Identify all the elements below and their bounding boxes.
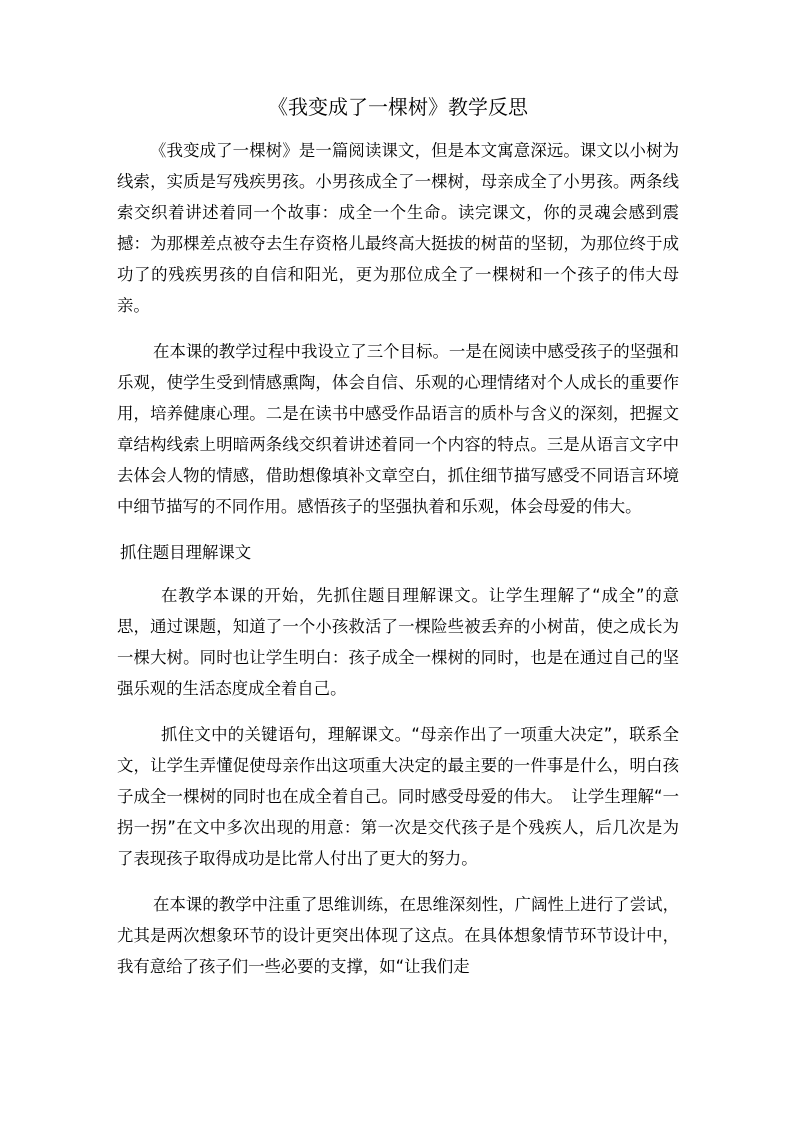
paragraph-title-understanding: 在教学本课的开始，先抓住题目理解课文。让学生理解了“成全”的意思，通过课题，知道了一个小孩救活了一棵险些被丢弃的小树苗，使之成长为一棵大树。同时也让学生明白：孩子成全一棵树的同时，也是在通过自己的坚强乐观的生活态度成全着自己。 xyxy=(117,586,679,698)
section-heading: 抓住题目理解课文 xyxy=(120,543,252,562)
paragraph-goals: 在本课的教学过程中我设立了三个目标。一是在阅读中感受孩子的坚强和乐观，使学生受到情感熏陶，体会自信、乐观的心理情绪对个人成长的重要作用，培养健康心理。二是在读书中感受作品语言的质朴与含义的深刻，把握文章结构线索上明暗两条线交织着讲述着同一个内容的特点。三是从语言文字中去体会人物的情感，借助想像填补文章空白，抓住细节描写感受不同语言环境中细节描写的不同作用。感悟孩子的坚强执着和乐观，体会母爱的伟大。 xyxy=(117,342,679,516)
paragraph-key-sentences: 抓住文中的关键语句，理解课文。“母亲作出了一项重大决定”，联系全文，让学生弄懂促使母亲作出这项重大决定的最主要的一件事是什么，明白孩子成全一棵树的同时也在成全着自己。同时感受母爱的伟大。 让学生理解“一拐一拐”在文中多次出现的用意：第一次是交代孩子是个残疾人，后几次是为了表现孩子取得成功是比常人付出了更大的努力。 xyxy=(117,725,679,868)
document-page xyxy=(117,95,679,997)
paragraph-thinking-training: 在本课的教学中注重了思维训练，在思维深刻性，广阔性上进行了尝试，尤其是两次想象环节的设计更突出体现了这点。在具体想象情节环节设计中，我有意给了孩子们一些必要的支撑，如“让我们走 xyxy=(117,895,679,976)
paragraph-intro: 《我变成了一棵树》是一篇阅读课文，但是本文寓意深远。课文以小树为线索，实质是写残疾男孩。小男孩成全了一棵树，母亲成全了小男孩。两条线索交织着讲述着同一个故事：成全一个生命。读完课文，你的灵魂会感到震撼：为那棵差点被夺去生存资格儿最终高大挺拔的树苗的坚韧，为那位终于成功了的残疾男孩的自信和阳光，更为那位成全了一棵树和一个孩子的伟大母亲。 xyxy=(117,141,679,315)
document-title: 《我变成了一棵树》教学反思 xyxy=(268,95,528,119)
